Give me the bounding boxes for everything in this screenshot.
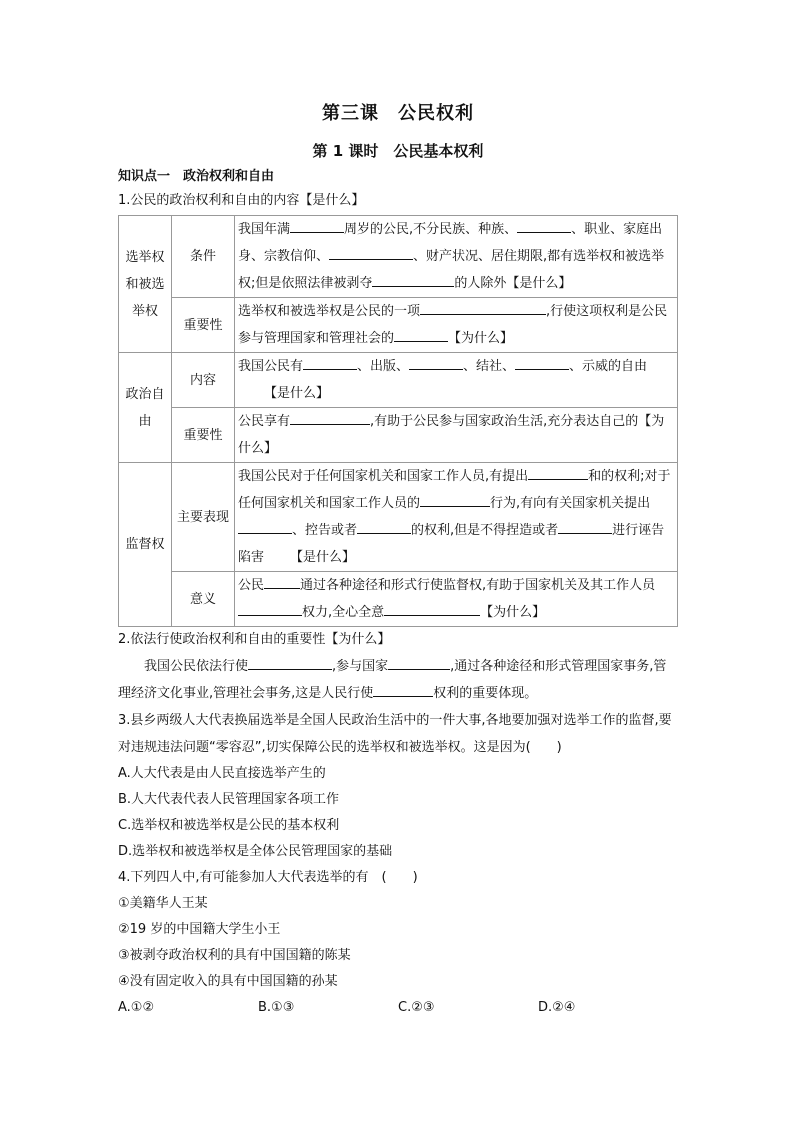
question-1-label: 1.公民的政治权利和自由的内容【是什么】 bbox=[118, 193, 365, 208]
option-c[interactable]: C.选举权和被选举权是公民的基本权利 bbox=[118, 818, 340, 833]
option-d[interactable]: D.选举权和被选举权是全体公民管理国家的基础 bbox=[118, 844, 393, 859]
question-2-label: 2.依法行使政治权利和自由的重要性【为什么】 bbox=[118, 632, 391, 647]
table-row bbox=[119, 298, 678, 353]
importance-label-cell: 重要性 bbox=[172, 298, 235, 353]
answer-blank[interactable] bbox=[357, 519, 411, 534]
content-label-cell: 内容 bbox=[172, 353, 235, 408]
option-b[interactable]: B.人大代表代表人民管理国家各项工作 bbox=[118, 792, 340, 807]
option-a[interactable]: A.人大代表是由人民直接选举产生的 bbox=[118, 766, 326, 781]
answer-blank[interactable] bbox=[528, 465, 588, 480]
worksheet-page bbox=[118, 96, 678, 1021]
main-performance-label-cell: 主要表现 bbox=[172, 463, 235, 572]
answer-blank[interactable] bbox=[238, 601, 302, 616]
table-row bbox=[119, 572, 678, 627]
answer-blank[interactable] bbox=[372, 272, 454, 287]
condition-label-cell: 条件 bbox=[172, 216, 235, 298]
answer-blank[interactable] bbox=[384, 601, 480, 616]
supervision-right-cell: 监督权 bbox=[119, 463, 172, 627]
answer-blank[interactable] bbox=[329, 245, 413, 260]
importance-label-cell: 重要性 bbox=[172, 408, 235, 463]
question-4-options bbox=[118, 995, 678, 1021]
option-b[interactable]: B.①③ bbox=[258, 1000, 295, 1015]
option-c[interactable]: C.②③ bbox=[398, 1000, 435, 1015]
election-right-cell: 选举权和被选举权 bbox=[119, 216, 172, 353]
answer-blank[interactable] bbox=[303, 355, 357, 370]
knowledge-table bbox=[118, 215, 678, 627]
question-3-text: 3.县乡两级人大代表换届选举是全国人民政治生活中的一件大事,各地要加强对选举工作的监督,要对违规违法问题“零容忍”,切实保障公民的选举权和被选举权。这是因为( ) bbox=[118, 713, 672, 755]
answer-blank[interactable] bbox=[558, 519, 612, 534]
importance-content-cell: 选举权和被选举权是公民的一项 ,行使这项权利是公民参与管理国家和管理社会的 【为什么】 bbox=[235, 298, 678, 353]
importance-content-cell: 公民享有 ,有助于公民参与国家政治生活,充分表达自己的【为什么】 bbox=[235, 408, 678, 463]
meaning-content-cell: 公民 通过各种途径和形式行使监督权,有助于国家机关及其工作人员权力,全心全意 【为什么】 bbox=[235, 572, 678, 627]
question-2-text: 我国公民依法行使 ,参与国家 ,通过各种途径和形式管理国家事务,管理经济文化事业,管理社会事务,这是人民行使 权利的重要体现。 bbox=[118, 653, 678, 707]
answer-blank[interactable] bbox=[394, 327, 448, 342]
answer-blank[interactable] bbox=[409, 355, 463, 370]
answer-blank[interactable] bbox=[373, 682, 433, 697]
table-row bbox=[119, 408, 678, 463]
answer-blank[interactable] bbox=[248, 655, 332, 670]
answer-blank[interactable] bbox=[420, 492, 490, 507]
list-item: ①美籍华人王某 bbox=[118, 896, 208, 911]
page-subtitle: 第 1 课时 公民基本权利 bbox=[312, 142, 484, 160]
answer-blank[interactable] bbox=[264, 574, 300, 589]
answer-blank[interactable] bbox=[517, 218, 571, 233]
main-performance-content-cell: 我国公民对于任何国家机关和国家工作人员,有提出 和的权利;对于任何国家机关和国家工作人员的 行为,有向有关国家机关提出、控告或者 的权利,但是不得捏造或者 进行诬告陷害 【是什么】 bbox=[235, 463, 678, 572]
answer-blank[interactable] bbox=[290, 410, 370, 425]
table-row bbox=[119, 353, 678, 408]
meaning-label-cell: 意义 bbox=[172, 572, 235, 627]
answer-blank[interactable] bbox=[515, 355, 569, 370]
table-row bbox=[119, 463, 678, 572]
page-title: 第三课 公民权利 bbox=[322, 103, 474, 124]
option-d[interactable]: D.②④ bbox=[538, 1000, 576, 1015]
list-item: ④没有固定收入的具有中国国籍的孙某 bbox=[118, 974, 338, 989]
answer-blank[interactable] bbox=[238, 519, 292, 534]
list-item: ②19 岁的中国籍大学生小王 bbox=[118, 922, 281, 937]
condition-content-cell: 我国年满 周岁的公民,不分民族、种族、 、职业、家庭出身、宗教信仰、 、财产状况、居住期限,都有选举权和被选举权;但是依照法律被剥夺 的人除外【是什么】 bbox=[235, 216, 678, 298]
answer-blank[interactable] bbox=[420, 300, 546, 315]
section-heading: 知识点一 政治权利和自由 bbox=[118, 169, 275, 184]
list-item: ③被剥夺政治权利的具有中国国籍的陈某 bbox=[118, 948, 351, 963]
answer-blank[interactable] bbox=[388, 655, 450, 670]
political-freedom-cell: 政治自由 bbox=[119, 353, 172, 463]
option-a[interactable]: A.①② bbox=[118, 1000, 155, 1015]
table-row bbox=[119, 216, 678, 298]
answer-blank[interactable] bbox=[290, 218, 344, 233]
question-4-text: 4.下列四人中,有可能参加人大代表选举的有 ( ) bbox=[118, 870, 418, 885]
content-content-cell: 我国公民有 、出版、 、结社、 、示威的自由 【是什么】 bbox=[235, 353, 678, 408]
